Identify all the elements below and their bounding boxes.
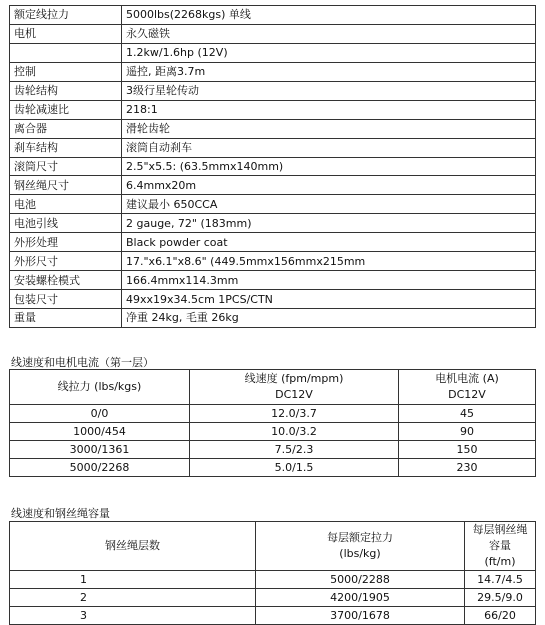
- table-row: [10, 571, 536, 589]
- spec-row: [10, 309, 536, 328]
- spec-key: 离合器: [10, 119, 122, 138]
- column-header-line: 线速度 (fpm/mpm): [244, 372, 344, 385]
- spec-row: [10, 290, 536, 309]
- column-header: [399, 370, 536, 405]
- rope-capacity-table-body: [10, 522, 536, 625]
- spec-key: 滚筒尺寸: [10, 157, 122, 176]
- spec-key: [10, 43, 122, 62]
- spec-value: 5000lbs(2268kgs) 单线: [122, 6, 536, 25]
- column-header-line: 每层额定拉力: [327, 531, 393, 544]
- table-row: [10, 459, 536, 477]
- table-cell: 150: [399, 441, 536, 459]
- spec-key: 安装螺栓模式: [10, 271, 122, 290]
- column-header-line: 线拉力 (lbs/kgs): [57, 380, 142, 393]
- spec-row: [10, 176, 536, 195]
- spec-row: [10, 81, 536, 100]
- spec-row: [10, 157, 536, 176]
- table-cell: 29.5/9.0: [465, 589, 536, 607]
- spec-row: [10, 24, 536, 43]
- spec-key: 齿轮结构: [10, 81, 122, 100]
- table-cell: 4200/1905: [256, 589, 465, 607]
- column-header-line: 钢丝绳层数: [105, 539, 160, 552]
- spec-key: 钢丝绳尺寸: [10, 176, 122, 195]
- table-cell: 5000/2288: [256, 571, 465, 589]
- spec-key: 额定线拉力: [10, 6, 122, 25]
- column-header-line: (lbs/kg): [339, 547, 381, 560]
- spec-value: 滑轮齿轮: [122, 119, 536, 138]
- table-cell: 7.5/2.3: [190, 441, 399, 459]
- spec-key: 重量: [10, 309, 122, 328]
- table-cell: 5.0/1.5: [190, 459, 399, 477]
- spec-value: 永久磁铁: [122, 24, 536, 43]
- table-row: [10, 589, 536, 607]
- spec-row: [10, 6, 536, 25]
- spec-row: [10, 214, 536, 233]
- spec-key: 外形尺寸: [10, 252, 122, 271]
- table-cell: 3: [10, 607, 256, 625]
- table-cell: 45: [399, 405, 536, 423]
- column-header: [10, 522, 256, 571]
- column-header: [465, 522, 536, 571]
- table-cell: 12.0/3.7: [190, 405, 399, 423]
- spec-value: 遥控, 距离3.7m: [122, 62, 536, 81]
- spec-value: 6.4mmx20m: [122, 176, 536, 195]
- spec-key: 齿轮减速比: [10, 100, 122, 119]
- speed-current-table: [9, 369, 536, 477]
- table-header-row: [10, 522, 536, 571]
- table-cell: 10.0/3.2: [190, 423, 399, 441]
- table-cell: 3000/1361: [10, 441, 190, 459]
- spec-key: 控制: [10, 62, 122, 81]
- rope-capacity-table: [9, 521, 536, 625]
- table-cell: 230: [399, 459, 536, 477]
- spec-value: 166.4mmx114.3mm: [122, 271, 536, 290]
- table-row: [10, 405, 536, 423]
- column-header: [10, 370, 190, 405]
- column-header-line: (ft/m): [484, 555, 516, 568]
- spec-key: 电池: [10, 195, 122, 214]
- spec-value: 1.2kw/1.6hp (12V): [122, 43, 536, 62]
- column-header: [256, 522, 465, 571]
- table-cell: 66/20: [465, 607, 536, 625]
- spec-key: 包装尺寸: [10, 290, 122, 309]
- spec-value: 49xx19x34.5cm 1PCS/CTN: [122, 290, 536, 309]
- column-header-line: 电机电流 (A): [435, 372, 499, 385]
- column-header-line: 每层钢丝绳容量: [472, 523, 528, 552]
- spec-row: [10, 252, 536, 271]
- spec-row: [10, 62, 536, 81]
- spec-row: [10, 195, 536, 214]
- spec-value: 3级行星轮传动: [122, 81, 536, 100]
- table-row: [10, 607, 536, 625]
- spec-value: 218:1: [122, 100, 536, 119]
- table-row: [10, 423, 536, 441]
- capacity-section-title: 线速度和钢丝绳容量: [11, 507, 110, 520]
- table-cell: 14.7/4.5: [465, 571, 536, 589]
- spec-row: [10, 271, 536, 290]
- spec-value: 建议最小 650CCA: [122, 195, 536, 214]
- spec-row: [10, 100, 536, 119]
- column-header-line: DC12V: [275, 388, 313, 401]
- spec-row: [10, 233, 536, 252]
- table-cell: 2: [10, 589, 256, 607]
- spec-key: 电机: [10, 24, 122, 43]
- spec-row: [10, 138, 536, 157]
- table-row: [10, 441, 536, 459]
- spec-value: 滚筒自动刹车: [122, 138, 536, 157]
- table-cell: 5000/2268: [10, 459, 190, 477]
- spec-value: Black powder coat: [122, 233, 536, 252]
- table-cell: 0/0: [10, 405, 190, 423]
- spec-value: 净重 24kg, 毛重 26kg: [122, 309, 536, 328]
- spec-row: [10, 43, 536, 62]
- spec-value: 2.5"x5.5: (63.5mmx140mm): [122, 157, 536, 176]
- spec-value: 17."x6.1"x8.6" (449.5mmx156mmx215mm: [122, 252, 536, 271]
- table-cell: 1: [10, 571, 256, 589]
- spec-key: 电池引线: [10, 214, 122, 233]
- spec-key: 外形处理: [10, 233, 122, 252]
- spec-row: [10, 119, 536, 138]
- column-header: [190, 370, 399, 405]
- table-cell: 3700/1678: [256, 607, 465, 625]
- table-cell: 1000/454: [10, 423, 190, 441]
- speed-section-title: 线速度和电机电流（第一层）: [11, 356, 154, 369]
- specs-table: [9, 5, 536, 328]
- spec-key: 刹车结构: [10, 138, 122, 157]
- table-header-row: [10, 370, 536, 405]
- table-cell: 90: [399, 423, 536, 441]
- spec-value: 2 gauge, 72" (183mm): [122, 214, 536, 233]
- column-header-line: DC12V: [448, 388, 486, 401]
- speed-current-table-body: [10, 370, 536, 477]
- specs-table-body: [10, 6, 536, 328]
